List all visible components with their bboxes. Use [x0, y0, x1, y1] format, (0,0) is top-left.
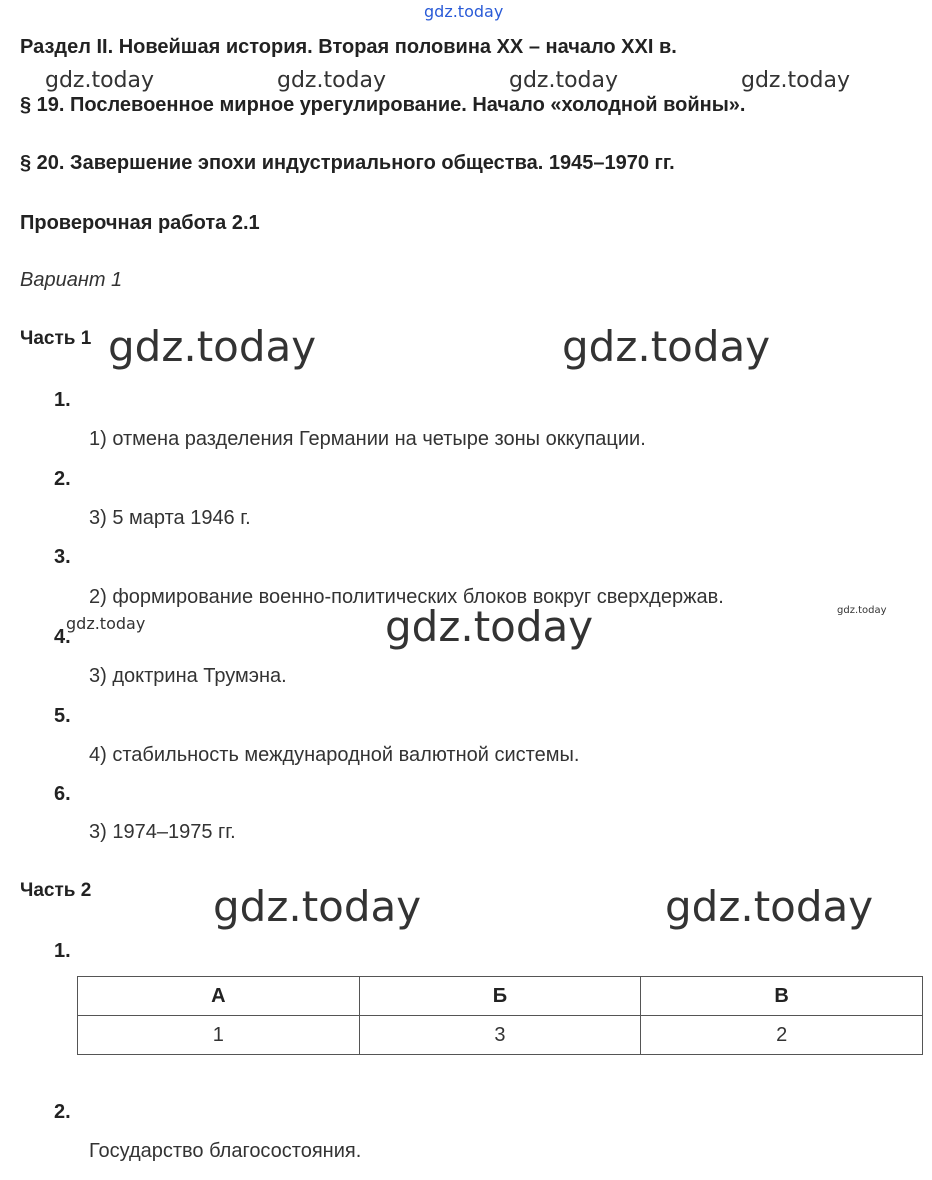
table-cell: 1: [78, 1016, 360, 1055]
watermark: gdz.today: [277, 68, 387, 93]
watermark: gdz.today: [562, 322, 771, 371]
question-number: 2.: [54, 1101, 71, 1123]
question-number: 4.: [54, 626, 71, 648]
paragraph-19-heading: § 19. Послевоенное мирное урегулирование. Начало «холодной войны».: [20, 94, 746, 116]
watermark-top: gdz.today: [424, 2, 504, 21]
watermark: gdz.today: [385, 602, 594, 651]
table-row: [78, 1016, 923, 1055]
watermark: gdz.today: [45, 68, 155, 93]
watermark: gdz.today: [66, 614, 146, 633]
watermark: gdz.today: [213, 882, 422, 931]
part2-title: Часть 2: [20, 880, 92, 901]
answer: 3) 5 марта 1946 г.: [89, 507, 251, 529]
part1-title: Часть 1: [20, 328, 92, 349]
table-header-cell: А: [78, 977, 360, 1016]
question-number: 2.: [54, 468, 71, 490]
watermark: gdz.today: [665, 882, 874, 931]
section-heading: Раздел II. Новейшая история. Вторая половина XX – начало XXI в.: [20, 36, 677, 58]
watermark: gdz.today: [108, 322, 317, 371]
answer: 2) формирование военно-политических блоков вокруг сверхдержав.: [89, 586, 724, 608]
table-cell: 2: [641, 1016, 923, 1055]
answer-table: [77, 976, 923, 1055]
test-heading: Проверочная работа 2.1: [20, 212, 260, 234]
table-header-cell: В: [641, 977, 923, 1016]
question-number: 6.: [54, 783, 71, 805]
answer: 3) доктрина Трумэна.: [89, 665, 287, 687]
paragraph-20-heading: § 20. Завершение эпохи индустриального общества. 1945–1970 гг.: [20, 152, 675, 174]
answer: Государство благосостояния.: [89, 1140, 362, 1162]
question-number: 5.: [54, 705, 71, 727]
variant-label: Вариант 1: [20, 269, 123, 291]
table-header-cell: Б: [359, 977, 641, 1016]
watermark: gdz.today: [741, 68, 851, 93]
table-header-row: [78, 977, 923, 1016]
question-number: 3.: [54, 546, 71, 568]
answer: 4) стабильность международной валютной системы.: [89, 744, 580, 766]
answer: 3) 1974–1975 гг.: [89, 821, 236, 843]
question-number: 1.: [54, 389, 71, 411]
watermark: gdz.today: [837, 605, 887, 616]
table-cell: 3: [359, 1016, 641, 1055]
question-number: 1.: [54, 940, 71, 962]
answer: 1) отмена разделения Германии на четыре зоны оккупации.: [89, 428, 646, 450]
watermark: gdz.today: [509, 68, 619, 93]
